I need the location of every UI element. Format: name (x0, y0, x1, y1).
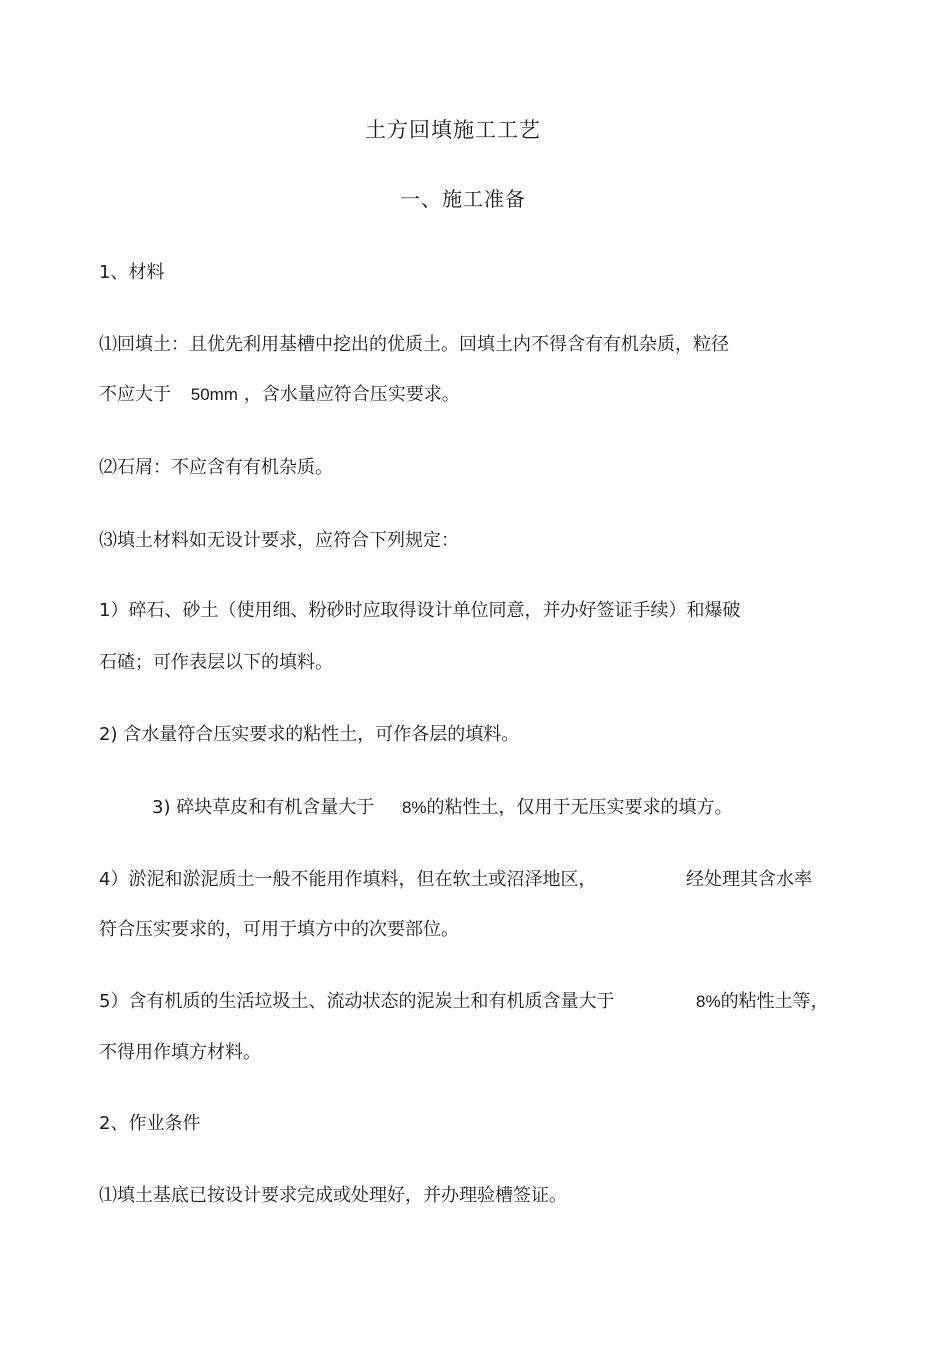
list-item-4-line2: 符合压实要求的，可用于填方中的次要部位。 (99, 919, 459, 940)
text-segment: 4）淤泥和淤泥质土一般不能用作填料，但在软土或沼泽地区， (99, 869, 597, 890)
particle-size-value: 50mm (190, 385, 238, 404)
list-item-1-line2: 石碴；可作表层以下的填料。 (99, 652, 333, 673)
text-segment: 的粘性土，仅用于无压实要求的填方。 (426, 797, 733, 818)
text-segment: 5）含有机质的生活垃圾土、流动状态的泥炭土和有机质含量大于 (99, 991, 615, 1012)
list-item-1-line1: 1）碎石、砂土（使用细、粉砂时应取得设计单位同意，并办好签证手续）和爆破 (99, 600, 741, 621)
section-heading-preparation: 一、施工准备 (400, 187, 526, 211)
subheading-working-conditions: 2、作业条件 (99, 1113, 201, 1134)
document-title: 土方回填施工工艺 (365, 118, 541, 142)
list-item-5-line2: 不得用作填方材料。 (99, 1042, 261, 1063)
paragraph-stone-chips: ⑵石屑：不应含有有机杂质。 (99, 457, 333, 478)
list-item-2: 2) 含水量符合压实要求的粘性土，可作各层的填料。 (99, 724, 520, 745)
list-item-3 (152, 796, 733, 820)
organic-content-value: 8% (696, 992, 721, 1011)
paragraph-fill-rules: ⑶填土材料如无设计要求，应符合下列规定： (99, 530, 459, 551)
text-segment-wrap (696, 990, 829, 1014)
organic-content-value: 8% (401, 798, 427, 817)
text-segment: 的粘性土等， (720, 991, 829, 1012)
paragraph-base-inspection: ⑴填土基底已按设计要求完成或处理好，并办理验槽签证。 (99, 1185, 567, 1206)
text-segment: ，含水量应符合压实要求。 (243, 384, 460, 405)
text-segment: 不应大于 (99, 384, 171, 405)
list-item-5-line1 (99, 990, 829, 1014)
text-segment: 3) 碎块草皮和有机含量大于 (152, 797, 375, 818)
paragraph-backfill-soil-line1: ⑴回填土：且优先利用基槽中挖出的优质土。回填土内不得含有有机杂质，粒径 (99, 334, 729, 355)
subheading-materials: 1、材料 (99, 262, 165, 283)
text-segment: 经处理其含水率 (686, 869, 812, 890)
list-item-4-line1 (99, 868, 819, 892)
paragraph-backfill-soil-line2 (99, 383, 460, 407)
